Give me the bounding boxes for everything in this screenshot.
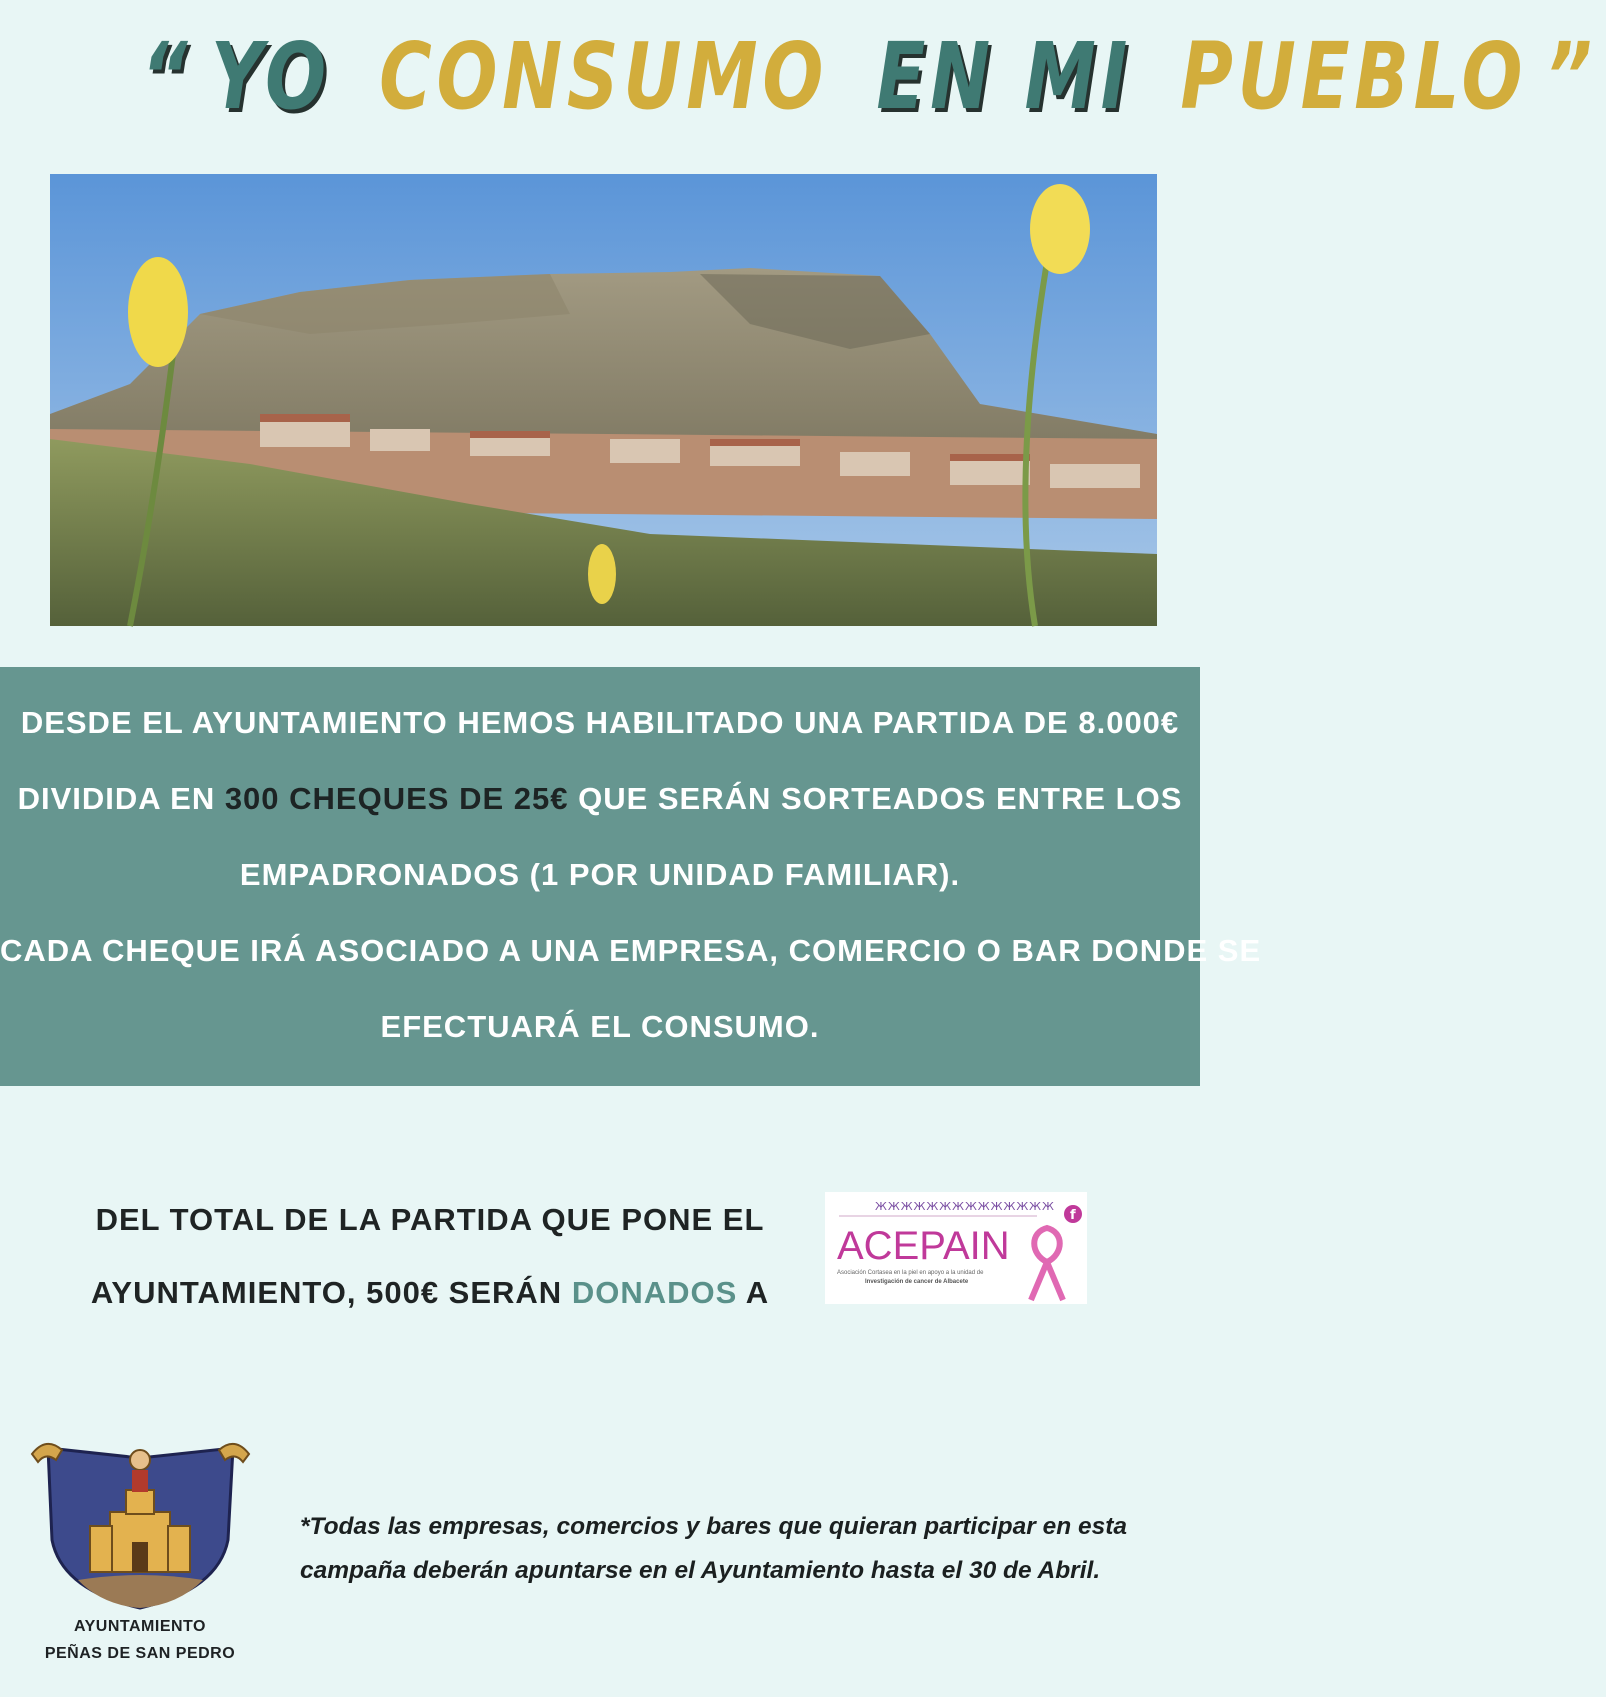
donation-line-2-end: A (737, 1275, 770, 1310)
title-word-consumo: CONSUMO (379, 23, 829, 130)
acepain-tagline-2: Investigación de cancer de Albacete (865, 1279, 969, 1285)
council-crest (28, 1430, 253, 1615)
figures-icon (875, 1200, 1055, 1213)
info-line-2-start: DIVIDIDA EN (17, 781, 225, 816)
title-open-quote: “ (141, 23, 193, 130)
info-line-2-end: QUE SERÁN SORTEADOS ENTRE LOS (568, 781, 1183, 816)
footnote-line-1: *Todas las empresas, comercios y bares que quieran participar en esta (300, 1513, 1128, 1540)
info-line-1: DESDE EL AYUNTAMIENTO HEMOS HABILITADO UNA PARTIDA DE 8.000€ (20, 705, 1180, 740)
donation-line-2 (90, 1256, 770, 1329)
poster-title (132, 22, 1597, 132)
info-line-3: EMPADRONADOS (1 POR UNIDAD FAMILIAR). (239, 857, 961, 892)
footnote-line-2: campaña deberán apuntarse en el Ayuntamiento hasta el 30 de Abril. (300, 1557, 1101, 1584)
info-line-2 (0, 781, 1200, 817)
info-line-2-highlight: 300 CHEQUES DE 25€ (224, 781, 569, 816)
donation-highlight: DONADOS (571, 1275, 738, 1310)
donation-line-2-start: AYUNTAMIENTO, 500€ SERÁN (90, 1275, 572, 1310)
info-line-4: CADA CHEQUE IRÁ ASOCIADO A UNA EMPRESA, COMERCIO O BAR DONDE SE (0, 933, 1262, 968)
acepain-logo (825, 1192, 1087, 1304)
acepain-tagline-1: Asociación Cortasea en la piel en apoyo a la unidad de (837, 1270, 984, 1276)
acepain-name: ACEPAIN (837, 1224, 1010, 1268)
donation-text (90, 1183, 770, 1329)
pink-ribbon-icon (1031, 1228, 1063, 1300)
svg-text:ЖЖЖЖЖЖЖЖЖЖЖЖЖЖ: ЖЖЖЖЖЖЖЖЖЖЖЖЖЖ (875, 1200, 1055, 1213)
title-word-pueblo: PUEBLO (1180, 23, 1528, 130)
info-band (0, 667, 1262, 1086)
svg-text:f: f (1070, 1208, 1076, 1223)
council-name-line-1: AYUNTAMIENTO (74, 1618, 206, 1635)
title-word-en-mi: EN MI (876, 23, 1132, 130)
village-photo (50, 174, 1157, 626)
footnote (300, 1505, 1190, 1593)
title-close-quote: ” (1545, 23, 1597, 130)
title-word-yo: YO (210, 23, 331, 130)
council-name-line-2: PEÑAS DE SAN PEDRO (44, 1645, 236, 1662)
donation-line-1: DEL TOTAL DE LA PARTIDA QUE PONE EL (95, 1202, 765, 1237)
info-line-5: EFECTUARÁ EL CONSUMO. (380, 1009, 820, 1044)
facebook-icon (1064, 1205, 1082, 1223)
